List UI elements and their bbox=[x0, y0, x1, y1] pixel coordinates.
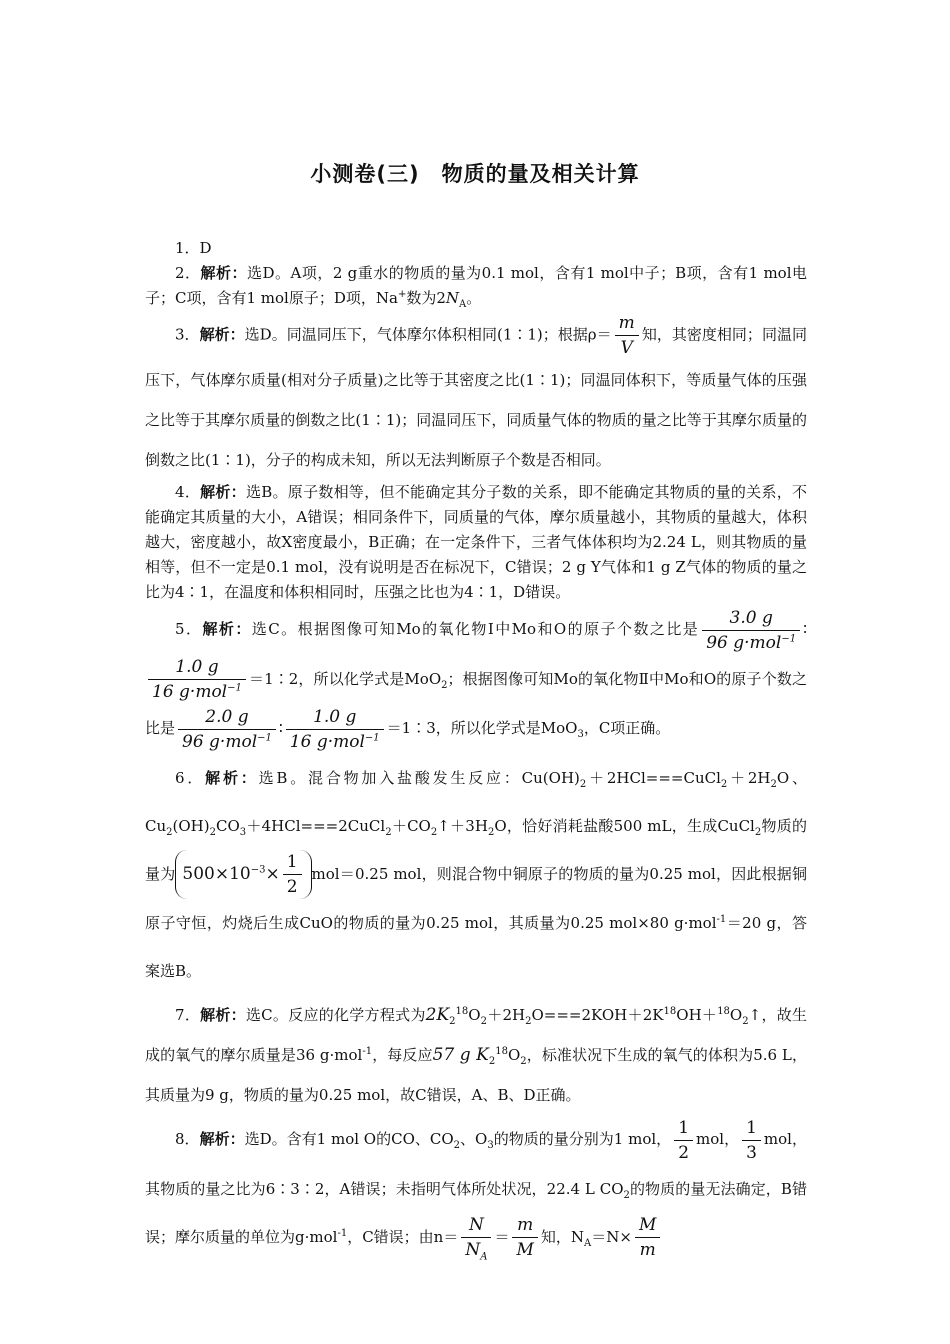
answer-5 bbox=[145, 605, 807, 754]
answer-text: O bbox=[507, 1046, 521, 1064]
superscript: −1 bbox=[781, 632, 797, 644]
subscript: 2 bbox=[520, 1056, 527, 1067]
subscript: A bbox=[480, 1251, 488, 1263]
answer-text: 知，其密度相同；同温同压下，气体摩尔质量(相对分子质量)之比等于其密度之比(1∶1)；同温同体积下，等质量气体的压强之比等于其摩尔质量的倒数之比(1∶1)；同温同压下，同质量气体的物质的量之比等于其摩尔质量的倒数之比(1∶1)，分子的构成未知，所以无法判断原子个数是否相同。 bbox=[145, 325, 807, 469]
density-fraction bbox=[615, 311, 639, 360]
ratio-fraction bbox=[286, 705, 384, 754]
subscript: 2 bbox=[449, 1016, 456, 1027]
answer-text: 选B。混合物加入盐酸发生反应：Cu(OH) bbox=[258, 768, 580, 787]
fraction-denominator: m bbox=[639, 1240, 656, 1260]
page-title: 小测卷(三) 物质的量及相关计算 bbox=[310, 162, 640, 186]
fraction-denominator: 2 bbox=[678, 1142, 690, 1163]
answer-text: ，C错误；由n＝ bbox=[347, 1227, 459, 1246]
fraction-numerator: 1.0 g bbox=[286, 705, 384, 730]
answer-text: ＋CO bbox=[391, 816, 431, 835]
fraction-denominator: V bbox=[620, 338, 633, 358]
half-fraction bbox=[674, 1116, 693, 1165]
formula-term: 2K bbox=[425, 1005, 450, 1025]
answer-number: 6． bbox=[175, 768, 206, 787]
answer-number: 7． bbox=[175, 1006, 201, 1024]
fraction-denominator bbox=[178, 730, 276, 754]
superscript: −1 bbox=[364, 731, 380, 743]
subscript: A bbox=[459, 299, 467, 310]
colon: ∶ bbox=[278, 719, 283, 737]
subscript: 2 bbox=[480, 1016, 487, 1027]
analysis-label: 解析： bbox=[200, 264, 248, 282]
fraction-denominator: 3 bbox=[746, 1142, 757, 1163]
subscript: 2 bbox=[488, 1056, 496, 1067]
answer-text: O bbox=[468, 1006, 481, 1024]
fraction-numerator: N bbox=[461, 1213, 491, 1238]
subscript: 2 bbox=[487, 826, 495, 838]
subscript: 2 bbox=[525, 1016, 532, 1027]
equals-sign: ＝ bbox=[494, 1227, 510, 1246]
subscript: A bbox=[584, 1237, 592, 1249]
subscript: 2 bbox=[430, 826, 438, 838]
denominator-text: N bbox=[465, 1240, 481, 1260]
denominator-text: 96 g·mol bbox=[182, 731, 258, 752]
superscript: −3 bbox=[250, 864, 266, 876]
superscript: + bbox=[397, 289, 407, 300]
subscript: 2 bbox=[441, 679, 448, 691]
fraction-numerator: M bbox=[635, 1213, 660, 1238]
answer-text: O，恰好消耗盐酸500 mL，生成CuCl bbox=[494, 816, 755, 835]
answer-text: ＋2H bbox=[727, 768, 771, 787]
answer-text: ↑，故生成的氧气的摩尔质量是36 g·mol bbox=[145, 1006, 807, 1064]
analysis-label: 解析： bbox=[202, 620, 252, 638]
subscript: 3 bbox=[239, 826, 247, 838]
answer-text: 选B。原子数相等，但不能确定其分子数的关系，即不能确定其物质的量的关系，不能确定其质量的大小，A错误；相同条件下，同质量的气体，摩尔质量越小，其物质的量越大，体积越大，密度越小，故X密度最小，B正确；在一定条件下，三者气体体积均为2.24 L，则其物质的量相等，但不一定是0.1 mol，没有说明是否在标况下，C错误；2 g Y气体和1 g Z气体的物质的量之比为4∶1，在温度和体积相同时，压强之比也为4∶1，D错误。 bbox=[145, 483, 807, 601]
mass-fraction bbox=[512, 1213, 537, 1262]
answer-text: ＝N× bbox=[591, 1227, 632, 1246]
fraction-denominator bbox=[148, 680, 246, 704]
expression-text: × bbox=[265, 864, 280, 884]
answer-text: 的物质的量分别为1 mol， bbox=[493, 1130, 672, 1148]
fraction-numerator: m bbox=[512, 1213, 537, 1238]
answer-text: mol，其物质的量之比为6∶3∶2，A错误；未指明气体所处状况，22.4 L CO bbox=[145, 1130, 807, 1198]
fraction-numerator: m bbox=[615, 311, 639, 336]
avogadro-symbol: N bbox=[445, 289, 459, 307]
answer-text: 选C。反应的化学方程式为 bbox=[245, 1006, 426, 1024]
colon: ∶ bbox=[803, 620, 808, 638]
fraction-numerator: 1 bbox=[742, 1116, 761, 1141]
superscript: -1 bbox=[362, 1046, 373, 1057]
ratio-fraction bbox=[702, 606, 800, 655]
subscript: 3 bbox=[577, 729, 584, 740]
subscript: 2 bbox=[720, 778, 728, 790]
expression-text: 500×10 bbox=[182, 864, 251, 884]
subscript: 2 bbox=[453, 1140, 461, 1151]
fraction-denominator: 2 bbox=[286, 877, 298, 897]
answer-text: ，标准状况下生成的氧气的体积为5.6 L，其质量为9 g，物质的量为0.25 mol，故C错误，A、B、D正确。 bbox=[145, 1046, 807, 1104]
answer-text: CO bbox=[215, 816, 240, 835]
superscript: −1 bbox=[227, 682, 242, 694]
answer-7 bbox=[145, 995, 807, 1115]
fraction-denominator bbox=[702, 631, 800, 655]
answer-text: ＝1∶3，所以化学式是MoO bbox=[386, 719, 578, 737]
ratio-fraction bbox=[148, 655, 246, 704]
answer-text: ＝1∶2，所以化学式是MoO bbox=[248, 669, 442, 688]
answer-1: 1．D bbox=[175, 239, 212, 257]
answer-text: 物质的量为 bbox=[145, 816, 807, 883]
answer-text: ，每反应 bbox=[372, 1046, 433, 1064]
analysis-label: 解析： bbox=[199, 325, 245, 344]
subscript: 2 bbox=[385, 826, 392, 838]
answer-content bbox=[145, 236, 807, 1262]
answer-text: ＋4HCl===2CuCl bbox=[246, 816, 386, 835]
fraction-numerator: 1 bbox=[283, 850, 302, 875]
fraction-numerator: 1.0 g bbox=[148, 655, 246, 680]
analysis-label: 解析： bbox=[200, 483, 246, 501]
subscript: 2 bbox=[742, 1016, 749, 1027]
analysis-label: 解析： bbox=[199, 1130, 245, 1148]
isotope-superscript: 18 bbox=[495, 1046, 508, 1057]
answer-text: 选D。含有1 mol O的CO、CO bbox=[244, 1130, 454, 1148]
superscript: -1 bbox=[337, 1227, 348, 1239]
fraction-denominator bbox=[461, 1238, 491, 1262]
answer-text: ＋2H bbox=[486, 1006, 526, 1024]
answer-text: 、O bbox=[460, 1130, 488, 1148]
answer-text: 知，N bbox=[540, 1227, 585, 1246]
denominator-text: 96 g·mol bbox=[706, 632, 782, 653]
answer-text: 。 bbox=[466, 289, 482, 307]
answer-number: 8． bbox=[175, 1130, 200, 1148]
answer-text: ，C项正确。 bbox=[583, 719, 671, 737]
answer-2 bbox=[145, 261, 807, 311]
answer-text: mol， bbox=[696, 1130, 740, 1148]
isotope-superscript: 18 bbox=[455, 1006, 469, 1017]
isotope-superscript: 18 bbox=[717, 1006, 730, 1017]
subscript: 2 bbox=[209, 826, 216, 838]
answer-text: 选C。根据图像可知Mo的氧化物Ⅰ中Mo和O的原子个数之比是 bbox=[251, 620, 700, 638]
ratio-fraction bbox=[178, 705, 276, 754]
answer-text: 数为2 bbox=[406, 289, 446, 307]
answer-text: 的物质的量无法确定，B错误；摩尔质量的单位为g·mol bbox=[145, 1179, 807, 1246]
answer-number: 5． bbox=[175, 620, 203, 638]
fraction-denominator bbox=[286, 730, 384, 754]
answer-text: O bbox=[729, 1006, 743, 1024]
answer-8 bbox=[145, 1115, 807, 1262]
answer-text: O===2KOH＋2K bbox=[531, 1006, 664, 1024]
isotope-superscript: 18 bbox=[663, 1006, 677, 1017]
fraction-numerator: 2.0 g bbox=[178, 705, 276, 730]
third-fraction bbox=[742, 1116, 761, 1165]
answer-text: ＝20 g，答案选B。 bbox=[145, 914, 807, 980]
answer-text: OH＋ bbox=[676, 1006, 718, 1024]
superscript: -1 bbox=[716, 914, 727, 925]
answer-4 bbox=[145, 480, 807, 605]
analysis-label: 解析： bbox=[205, 768, 259, 787]
denominator-text: 16 g·mol bbox=[289, 731, 365, 752]
subscript: 2 bbox=[166, 826, 173, 838]
answer-text: ；根据图像可知Mo的氧化物Ⅱ中Mo和O的原子个数之比是 bbox=[145, 669, 807, 737]
answer-text: ＋2HCl===CuCl bbox=[586, 768, 721, 787]
answer-number: 4． bbox=[175, 483, 201, 501]
half-fraction bbox=[283, 850, 302, 899]
answer-number: 2． bbox=[175, 264, 201, 282]
fraction-numerator: 3.0 g bbox=[702, 606, 800, 631]
subscript: 2 bbox=[754, 826, 762, 838]
parenthesized-expression bbox=[175, 850, 311, 899]
answer-6 bbox=[145, 754, 807, 996]
superscript: −1 bbox=[257, 731, 272, 743]
answer-text: O、Cu bbox=[145, 768, 807, 835]
analysis-label: 解析： bbox=[200, 1006, 246, 1024]
answer-number: 3． bbox=[175, 325, 200, 344]
molar-fraction bbox=[635, 1213, 660, 1262]
subscript: 2 bbox=[623, 1189, 630, 1201]
answer-text: mol＝0.25 mol，则混合物中铜原子的物质的量为0.25 mol，因此根据铜原子守恒，灼烧后生成CuO的物质的量为0.25 mol，其质量为0.25 mol×80 g·mol bbox=[145, 864, 807, 932]
subscript: 2 bbox=[579, 778, 587, 790]
formula-term: 57 g K bbox=[432, 1045, 489, 1065]
fraction-denominator: M bbox=[516, 1240, 534, 1260]
subscript: 3 bbox=[487, 1140, 494, 1151]
subscript: 2 bbox=[770, 778, 777, 790]
answer-text: (OH) bbox=[172, 816, 210, 835]
answer-text: ↑＋3H bbox=[437, 816, 488, 835]
answer-text: 选D。A项，2 g重水的物质的量为0.1 mol，含有1 mol中子；B项，含有1 mol电子；C项，含有1 mol原子；D项，Na bbox=[145, 264, 807, 307]
denominator-text: 16 g·mol bbox=[152, 682, 228, 702]
answer-text: 选D。同温同压下，气体摩尔体积相同(1∶1)；根据ρ＝ bbox=[244, 325, 612, 344]
n-fraction bbox=[461, 1213, 491, 1262]
fraction-numerator: 1 bbox=[674, 1116, 693, 1141]
answer-3 bbox=[145, 311, 807, 480]
